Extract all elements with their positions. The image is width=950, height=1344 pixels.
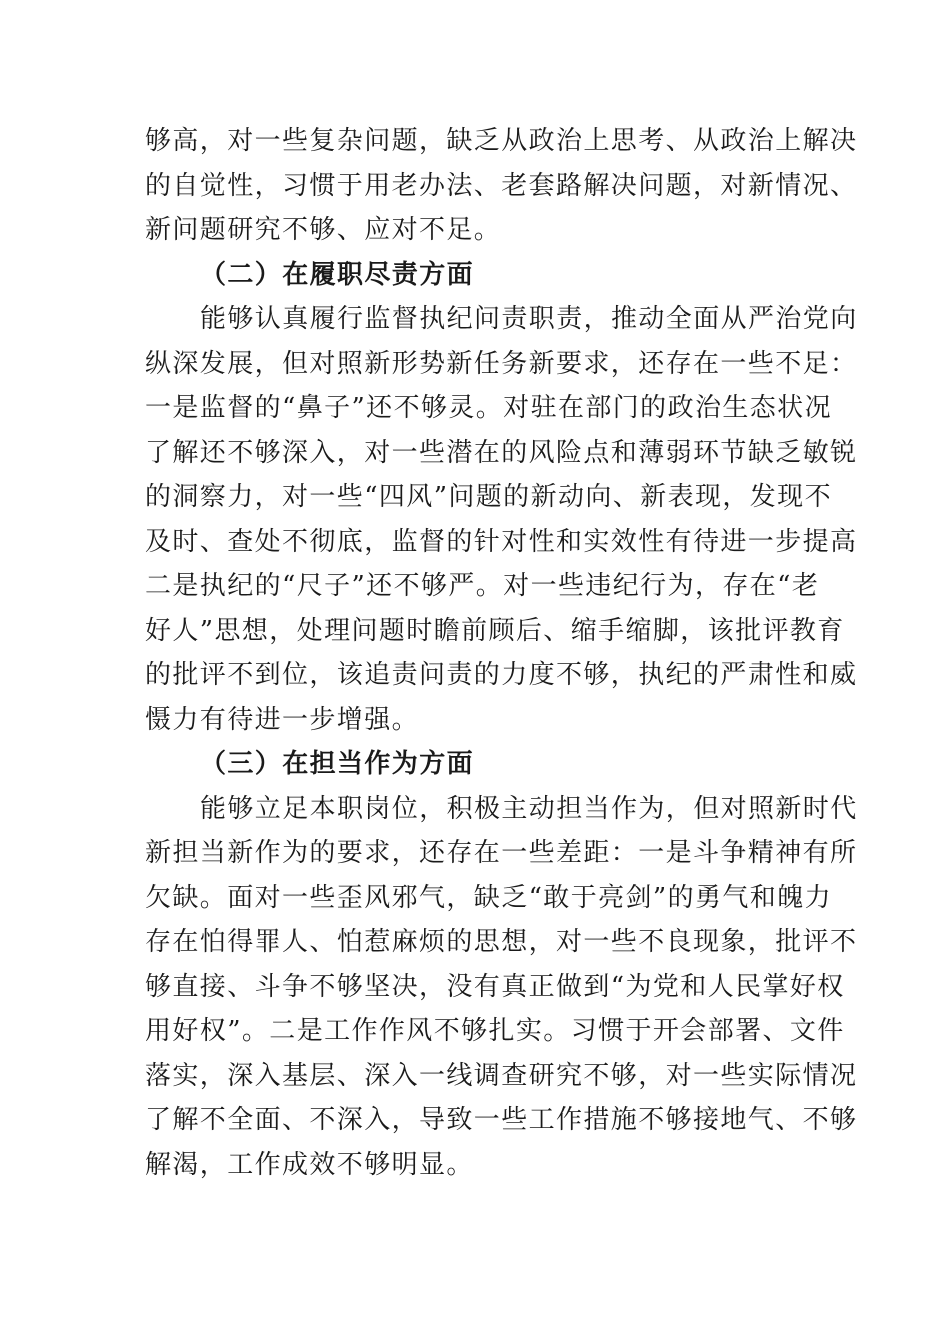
paragraph-line: 能够认真履行监督执纪问责职责，推动全面从严治党向 — [200, 304, 858, 334]
paragraph-line: 一是监督的“鼻子”还不够灵。对驻在部门的政治生态状况 — [145, 393, 832, 423]
paragraph-line: 慑力有待进一步增强。 — [145, 704, 420, 735]
paragraph-line: 解渴，工作成效不够明显。 — [145, 1149, 474, 1180]
paragraph-line: 的批评不到位，该追责问责的力度不够，执纪的严肃性和威 — [145, 660, 858, 690]
section-3-paragraph — [145, 787, 858, 1188]
paragraph-line: 能够立足本职岗位，积极主动担当作为，但对照新时代 — [200, 793, 858, 824]
paragraph-line: 的洞察力，对一些“四风”问题的新动向、新表现，发现不 — [145, 482, 832, 512]
intro-paragraph — [145, 119, 858, 253]
paragraph-line: 的自觉性，习惯于用老办法、老套路解决问题，对新情况、 — [145, 170, 858, 201]
paragraph-line: 了解还不够深入，对一些潜在的风险点和薄弱环节缺乏敏锐 — [145, 437, 858, 468]
paragraph-line: 及时、查处不彻底，监督的针对性和实效性有待进一步提高 — [145, 526, 858, 557]
document-body — [145, 119, 858, 1187]
paragraph-line: 够直接、斗争不够坚决，没有真正做到“为党和人民掌好权 — [145, 971, 845, 1002]
paragraph-line: 存在怕得罪人、怕惹麻烦的思想，对一些不良现象，批评不 — [145, 927, 858, 957]
paragraph-line: 欠缺。面对一些歪风邪气，缺乏“敢于亮剑”的勇气和魄力 — [145, 882, 832, 913]
paragraph-line: 新问题研究不够、应对不足。 — [145, 215, 502, 245]
paragraph-line: 纵深发展，但对照新形势新任务新要求，还存在一些不足： — [145, 348, 858, 379]
paragraph-line: 落实，深入基层、深入一线调查研究不够，对一些实际情况 — [145, 1060, 858, 1091]
paragraph-line: 够高，对一些复杂问题，缺乏从政治上思考、从政治上解决 — [145, 126, 858, 156]
section-2-paragraph — [145, 297, 858, 742]
paragraph-line: 新担当新作为的要求，还存在一些差距：一是斗争精神有所 — [145, 838, 858, 868]
section-heading-2: （二）在履职尽责方面 — [200, 259, 475, 290]
paragraph-line: 二是执纪的“尺子”还不够严。对一些违纪行为，存在“老 — [145, 571, 820, 601]
paragraph-line: 了解不全面、不深入，导致一些工作措施不够接地气、不够 — [145, 1105, 858, 1135]
section-heading-3: （三）在担当作为方面 — [200, 749, 475, 779]
paragraph-line: 用好权”。二是工作作风不够扎实。习惯于开会部署、文件 — [145, 1016, 845, 1046]
paragraph-line: 好人”思想，处理问题时瞻前顾后、缩手缩脚，该批评教育 — [145, 615, 845, 646]
